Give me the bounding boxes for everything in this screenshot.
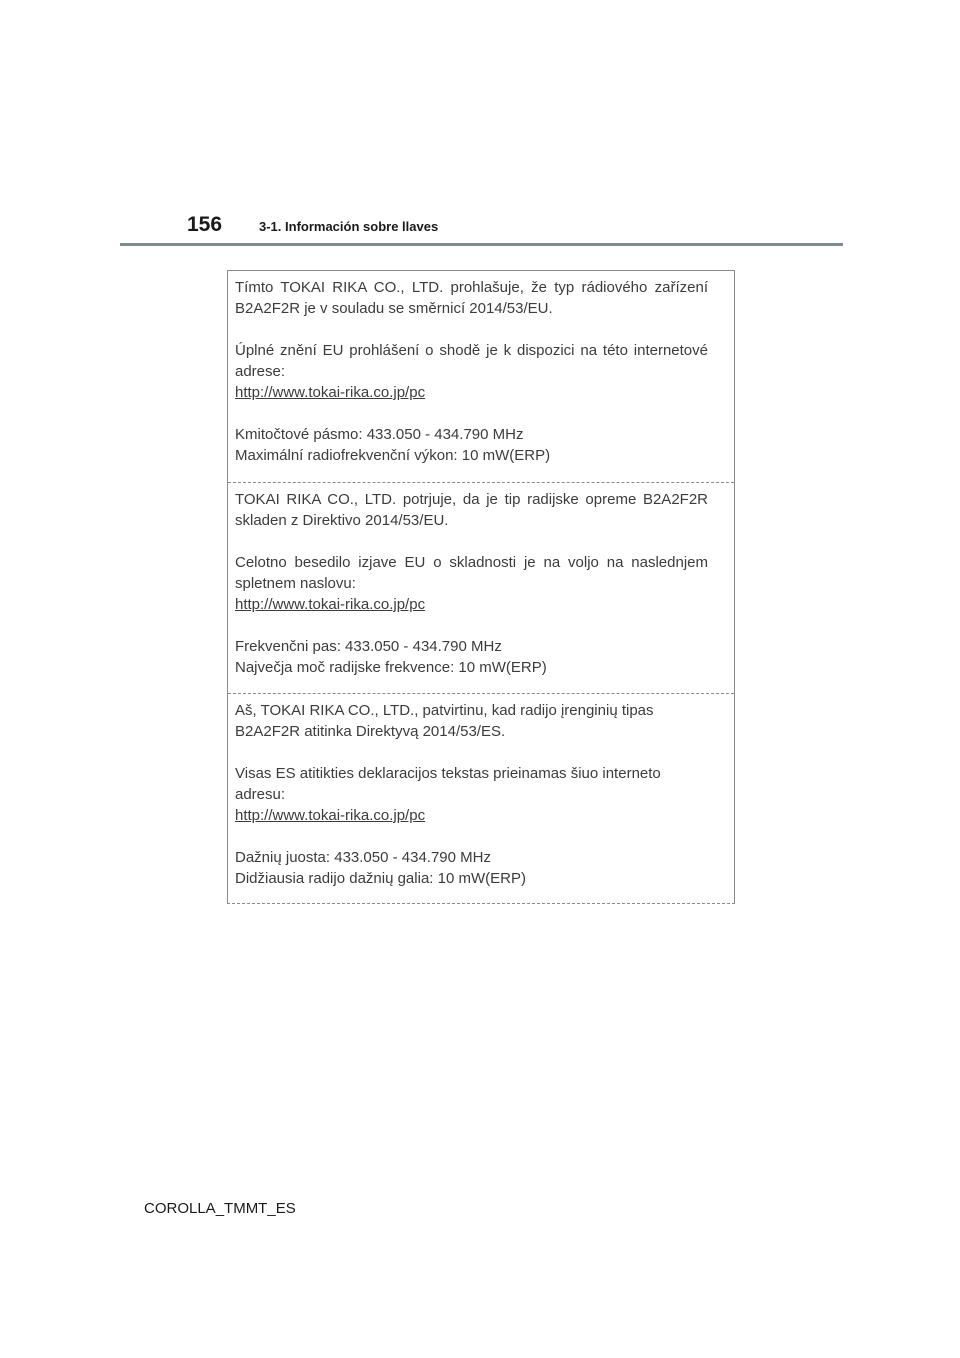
page-number: 156 [187, 213, 223, 236]
declaration-statement: TOKAI RIKA CO., LTD. potrjuje, da je tip radijske opreme B2A2F2R skladen z Direktivo 2014/53/EU. [235, 491, 708, 529]
section-title: 3-1. Información sobre llaves [259, 219, 439, 234]
declaration-lithuanian [228, 693, 734, 904]
declaration-availability-line-2: adresu: [235, 786, 286, 803]
document-code: COROLLA_TMMT_ES [144, 1200, 296, 1217]
declaration-url-link[interactable]: http://www.tokai-rika.co.jp/pc [235, 807, 426, 824]
declaration-url-link[interactable]: http://www.tokai-rika.co.jp/pc [235, 596, 426, 613]
declaration-availability: Celotno besedilo izjave EU o skladnosti je na voljo na naslednjem spletnem naslovu: [235, 554, 708, 592]
declaration-statement-line-1: Aš, TOKAI RIKA CO., LTD., patvirtinu, kad radijo įrenginių tipas [235, 702, 654, 719]
max-power: Maximální radiofrekvenční výkon: 10 mW(ERP) [235, 447, 551, 464]
frequency-band: Dažnių juosta: 433.050 - 434.790 MHz [235, 849, 491, 866]
max-power: Didžiausia radijo dažnių galia: 10 mW(ERP) [235, 870, 526, 887]
declaration-czech [228, 271, 734, 482]
frequency-band: Frekvenčni pas: 433.050 - 434.790 MHz [235, 638, 502, 655]
declaration-availability-line-1: Visas ES atitikties deklaracijos tekstas prieinamas šiuo interneto [235, 765, 661, 782]
declaration-slovenian [228, 482, 734, 693]
declaration-url-link[interactable]: http://www.tokai-rika.co.jp/pc [235, 384, 426, 401]
frequency-band: Kmitočtové pásmo: 433.050 - 434.790 MHz [235, 426, 524, 443]
declaration-statement: Tímto TOKAI RIKA CO., LTD. prohlašuje, že typ rádiového zařízení B2A2F2R je v souladu se směrnicí 2014/53/EU. [235, 279, 708, 317]
max-power: Največja moč radijske frekvence: 10 mW(ERP) [235, 659, 547, 676]
declaration-availability: Úplné znění EU prohlášení o shodě je k dispozici na této internetové adrese: [235, 342, 708, 380]
declaration-statement-line-2: B2A2F2R atitinka Direktyvą 2014/53/ES. [235, 723, 506, 740]
declaration-box [227, 270, 735, 904]
header-rule [120, 243, 843, 246]
